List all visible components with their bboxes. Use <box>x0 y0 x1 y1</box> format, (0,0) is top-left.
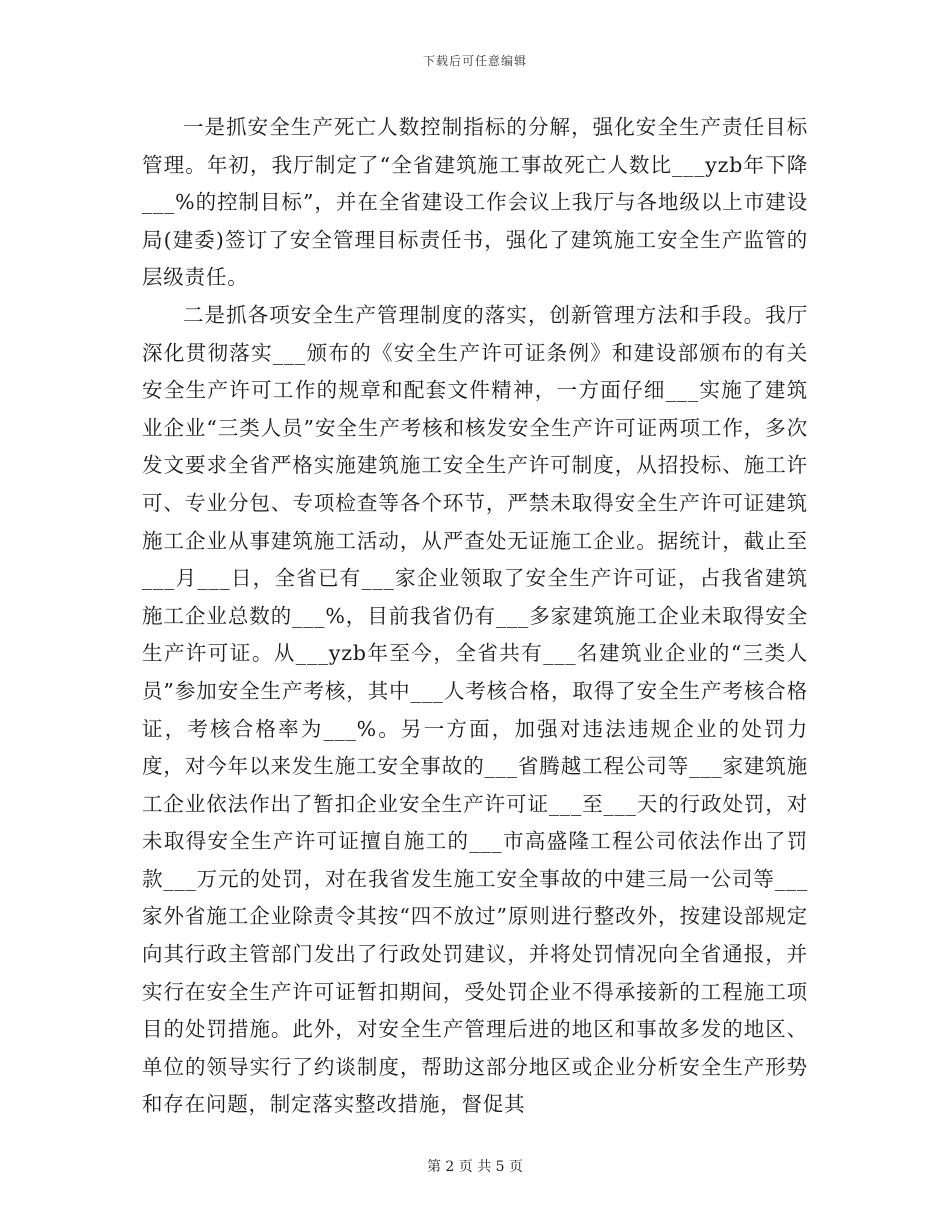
page-footer: 第 2 页 共 5 页 <box>426 1159 524 1175</box>
paragraph-2: 二是抓各项安全生产管理制度的落实，创新管理方法和手段。我厅深化贯彻落实___颁布的《安全生产许可证条例》和建设部颁布的有关安全生产许可工作的规章和配套文件精神，一方面仔细___实施了建筑业企业“三类人员”安全生产考核和核发安全生产许可证两项工作，多次发文要求全省严格实施建筑施工安全生产许可制度，从招投标、施工许可、专业分包、专项检查等各个环节，严禁未取得安全生产许可证建筑施工企业从事建筑施工活动，从严查处无证施工企业。据统计，截止至___月___日，全省已有___家企业领取了安全生产许可证，占我省建筑施工企业总数的___%，目前我省仍有___多家建筑施工企业未取得安全生产许可证。从___yzb年至今，全省共有___名建筑业企业的“三类人员”参加安全生产考核，其中___人考核合格，取得了安全生产考核合格证，考核合格率为___%。另一方面，加强对违法违规企业的处罚力度，对今年以来发生施工安全事故的___省腾越工程公司等___家建筑施工企业依法作出了暂扣企业安全生产许可证___至___天的行政处罚，对未取得安全生产许可证擅自施工的___市高盛隆工程公司依法作出了罚款___万元的处罚，对在我省发生施工安全事故的中建三局一公司等___家外省施工企业除责令其按“四不放过”原则进行整改外，按建设部规定向其行政主管部门发出了行政处罚建议，并将处罚情况向全省通报，并实行在安全生产许可证暂扣期间，受处罚企业不得承接新的工程施工项目的处罚措施。此外，对安全生产管理后进的地区和事故多发的地区、单位的领导实行了约谈制度，帮助这部分地区或企业分析安全生产形势和存在问题，制定落实整改措施，督促其 <box>142 302 808 1117</box>
page-header: 下载后可任意编辑 <box>422 54 527 68</box>
document-body <box>142 109 808 1124</box>
paragraph-1: 一是抓安全生产死亡人数控制指标的分解，强化安全生产责任目标管理。年初，我厅制定了“全省建筑施工事故死亡人数比___yzb年下降___%的控制目标”，并在全省建设工作会议上我厅与各地级以上市建设局(建委)签订了安全管理目标责任书，强化了建筑施工安全生产监管的层级责任。 <box>142 115 808 290</box>
